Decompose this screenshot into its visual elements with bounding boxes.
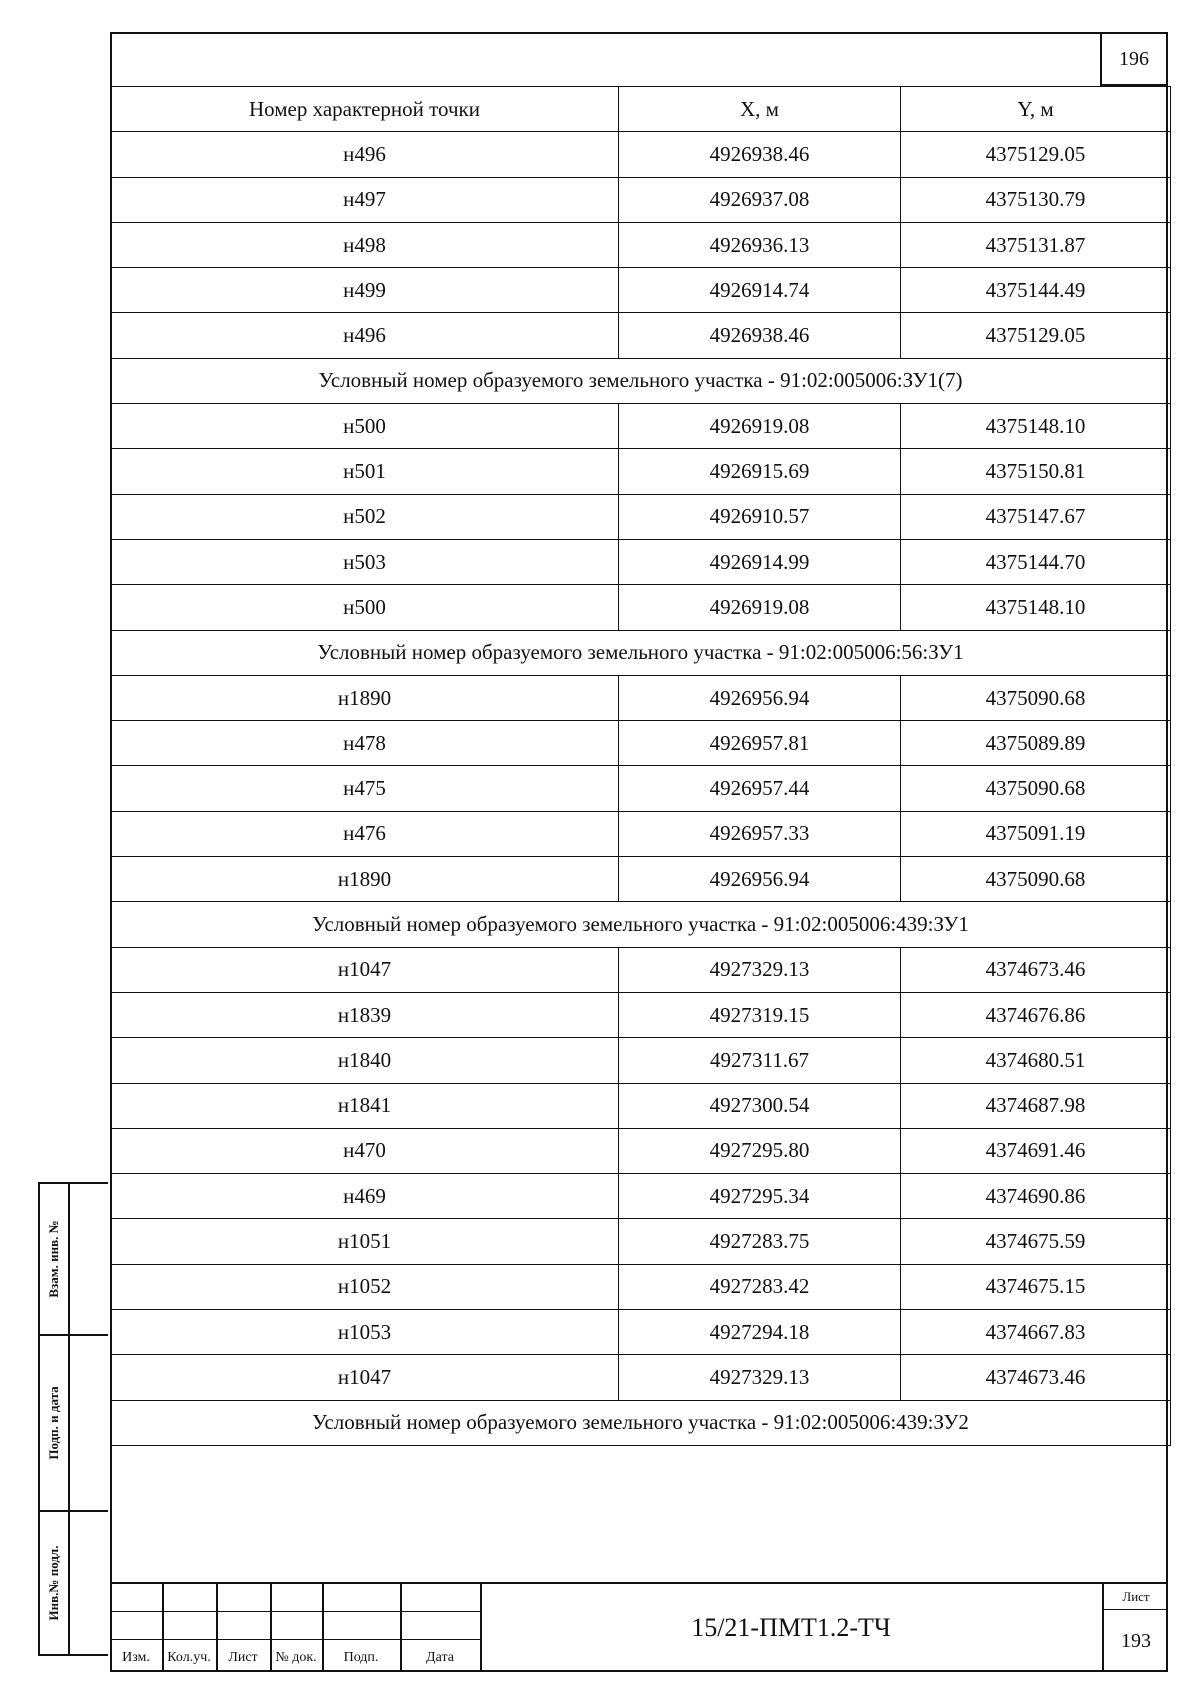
header-point: Номер характерной точки xyxy=(111,87,619,132)
y-coordinate: 4374680.51 xyxy=(901,1038,1171,1083)
x-coordinate: 4926957.44 xyxy=(619,766,901,811)
table-row xyxy=(111,268,1171,313)
col-label-change: Изм. xyxy=(122,1650,150,1665)
side-label-signature-date: Подп. и дата xyxy=(46,1386,61,1460)
x-coordinate: 4927295.80 xyxy=(619,1128,901,1173)
table-row xyxy=(111,177,1171,222)
table-header-row xyxy=(111,87,1171,132)
y-coordinate: 4374690.86 xyxy=(901,1174,1171,1219)
table-row xyxy=(111,857,1171,902)
document-code: 15/21-ПМТ1.2-ТЧ xyxy=(691,1613,891,1642)
section-row xyxy=(111,358,1171,403)
x-coordinate: 4926937.08 xyxy=(619,177,901,222)
y-coordinate: 4375144.70 xyxy=(901,539,1171,584)
col-label-doc-number: № док. xyxy=(275,1650,317,1665)
x-coordinate: 4927319.15 xyxy=(619,992,901,1037)
table-row xyxy=(111,1264,1171,1309)
x-coordinate: 4927295.34 xyxy=(619,1174,901,1219)
point-id: н1047 xyxy=(111,1355,619,1400)
x-coordinate: 4927329.13 xyxy=(619,947,901,992)
col-label-sheet: Лист xyxy=(228,1650,258,1665)
table-row xyxy=(111,992,1171,1037)
x-coordinate: 4927294.18 xyxy=(619,1310,901,1355)
x-coordinate: 4926919.08 xyxy=(619,404,901,449)
point-id: н475 xyxy=(111,766,619,811)
point-id: н497 xyxy=(111,177,619,222)
point-id: н503 xyxy=(111,539,619,584)
y-coordinate: 4375129.05 xyxy=(901,313,1171,358)
coordinates-table xyxy=(110,86,1171,1446)
table-row xyxy=(111,675,1171,720)
section-title: Условный номер образуемого земельного участка - 91:02:005006:439:ЗУ2 xyxy=(111,1400,1171,1445)
point-id: н502 xyxy=(111,494,619,539)
y-coordinate: 4374676.86 xyxy=(901,992,1171,1037)
y-coordinate: 4374667.83 xyxy=(901,1310,1171,1355)
x-coordinate: 4926938.46 xyxy=(619,313,901,358)
point-id: н1051 xyxy=(111,1219,619,1264)
table-row xyxy=(111,132,1171,177)
point-id: н476 xyxy=(111,811,619,856)
sheet-number: 193 xyxy=(1121,1629,1151,1652)
side-cell-signature xyxy=(40,1336,108,1512)
point-id: н498 xyxy=(111,222,619,267)
x-coordinate: 4926956.94 xyxy=(619,675,901,720)
x-coordinate: 4926914.74 xyxy=(619,268,901,313)
y-coordinate: 4375150.81 xyxy=(901,449,1171,494)
col-label-signature: Подп. xyxy=(343,1650,379,1665)
y-coordinate: 4375090.68 xyxy=(901,766,1171,811)
x-coordinate: 4926910.57 xyxy=(619,494,901,539)
table-row xyxy=(111,449,1171,494)
point-id: н1890 xyxy=(111,675,619,720)
table-row xyxy=(111,494,1171,539)
header-x: X, м xyxy=(619,87,901,132)
y-coordinate: 4375129.05 xyxy=(901,132,1171,177)
point-id: н496 xyxy=(111,132,619,177)
table-row xyxy=(111,1355,1171,1400)
x-coordinate: 4926938.46 xyxy=(619,132,901,177)
side-cell-replacement xyxy=(40,1184,108,1336)
side-stamp xyxy=(38,1182,108,1656)
x-coordinate: 4926919.08 xyxy=(619,585,901,630)
y-coordinate: 4375089.89 xyxy=(901,721,1171,766)
col-label-date: Дата xyxy=(426,1650,454,1665)
section-title: Условный номер образуемого земельного участка - 91:02:005006:56:ЗУ1 xyxy=(111,630,1171,675)
table-row xyxy=(111,1219,1171,1264)
section-row xyxy=(111,630,1171,675)
sheet-box xyxy=(1102,1584,1168,1672)
table-body xyxy=(111,132,1171,1446)
y-coordinate: 4375144.49 xyxy=(901,268,1171,313)
drawing-frame xyxy=(110,32,1168,1672)
sheet-label: Лист xyxy=(1104,1584,1168,1610)
page-number: 196 xyxy=(1100,32,1168,86)
point-id: н1052 xyxy=(111,1264,619,1309)
table-row xyxy=(111,1310,1171,1355)
table-row xyxy=(111,1083,1171,1128)
table-row xyxy=(111,811,1171,856)
y-coordinate: 4375130.79 xyxy=(901,177,1171,222)
point-id: н501 xyxy=(111,449,619,494)
table-row xyxy=(111,947,1171,992)
point-id: н500 xyxy=(111,404,619,449)
y-coordinate: 4375131.87 xyxy=(901,222,1171,267)
point-id: н1890 xyxy=(111,857,619,902)
y-coordinate: 4374675.59 xyxy=(901,1219,1171,1264)
side-cell-original xyxy=(40,1512,108,1654)
point-id: н1839 xyxy=(111,992,619,1037)
side-label-original-inv: Инв.№ подл. xyxy=(46,1545,61,1621)
table-row xyxy=(111,1174,1171,1219)
y-coordinate: 4375147.67 xyxy=(901,494,1171,539)
y-coordinate: 4374673.46 xyxy=(901,1355,1171,1400)
point-id: н470 xyxy=(111,1128,619,1173)
table-row xyxy=(111,1128,1171,1173)
x-coordinate: 4927329.13 xyxy=(619,1355,901,1400)
table-row xyxy=(111,313,1171,358)
table-row xyxy=(111,539,1171,584)
y-coordinate: 4375148.10 xyxy=(901,585,1171,630)
revision-grid xyxy=(110,1584,480,1672)
x-coordinate: 4926957.33 xyxy=(619,811,901,856)
y-coordinate: 4375090.68 xyxy=(901,675,1171,720)
point-id: н1053 xyxy=(111,1310,619,1355)
x-coordinate: 4926936.13 xyxy=(619,222,901,267)
section-title: Условный номер образуемого земельного участка - 91:02:005006:439:ЗУ1 xyxy=(111,902,1171,947)
title-block xyxy=(110,1582,1168,1672)
point-id: н500 xyxy=(111,585,619,630)
point-id: н1840 xyxy=(111,1038,619,1083)
point-id: н469 xyxy=(111,1174,619,1219)
y-coordinate: 4374691.46 xyxy=(901,1128,1171,1173)
header-y: Y, м xyxy=(901,87,1171,132)
table-row xyxy=(111,721,1171,766)
x-coordinate: 4926915.69 xyxy=(619,449,901,494)
point-id: н499 xyxy=(111,268,619,313)
y-coordinate: 4375148.10 xyxy=(901,404,1171,449)
section-title: Условный номер образуемого земельного участка - 91:02:005006:ЗУ1(7) xyxy=(111,358,1171,403)
point-id: н496 xyxy=(111,313,619,358)
table-row xyxy=(111,585,1171,630)
x-coordinate: 4927311.67 xyxy=(619,1038,901,1083)
x-coordinate: 4927300.54 xyxy=(619,1083,901,1128)
y-coordinate: 4375091.19 xyxy=(901,811,1171,856)
section-row xyxy=(111,1400,1171,1445)
table-row xyxy=(111,404,1171,449)
table-row xyxy=(111,766,1171,811)
side-label-replacement-inv: Взам. инв. № xyxy=(46,1220,61,1298)
x-coordinate: 4927283.75 xyxy=(619,1219,901,1264)
x-coordinate: 4926956.94 xyxy=(619,857,901,902)
y-coordinate: 4374687.98 xyxy=(901,1083,1171,1128)
y-coordinate: 4374673.46 xyxy=(901,947,1171,992)
table-row xyxy=(111,222,1171,267)
x-coordinate: 4926914.99 xyxy=(619,539,901,584)
section-row xyxy=(111,902,1171,947)
x-coordinate: 4927283.42 xyxy=(619,1264,901,1309)
point-id: н1841 xyxy=(111,1083,619,1128)
col-label-count: Кол.уч. xyxy=(167,1650,211,1665)
table-row xyxy=(111,1038,1171,1083)
x-coordinate: 4926957.81 xyxy=(619,721,901,766)
point-id: н1047 xyxy=(111,947,619,992)
y-coordinate: 4375090.68 xyxy=(901,857,1171,902)
y-coordinate: 4374675.15 xyxy=(901,1264,1171,1309)
point-id: н478 xyxy=(111,721,619,766)
